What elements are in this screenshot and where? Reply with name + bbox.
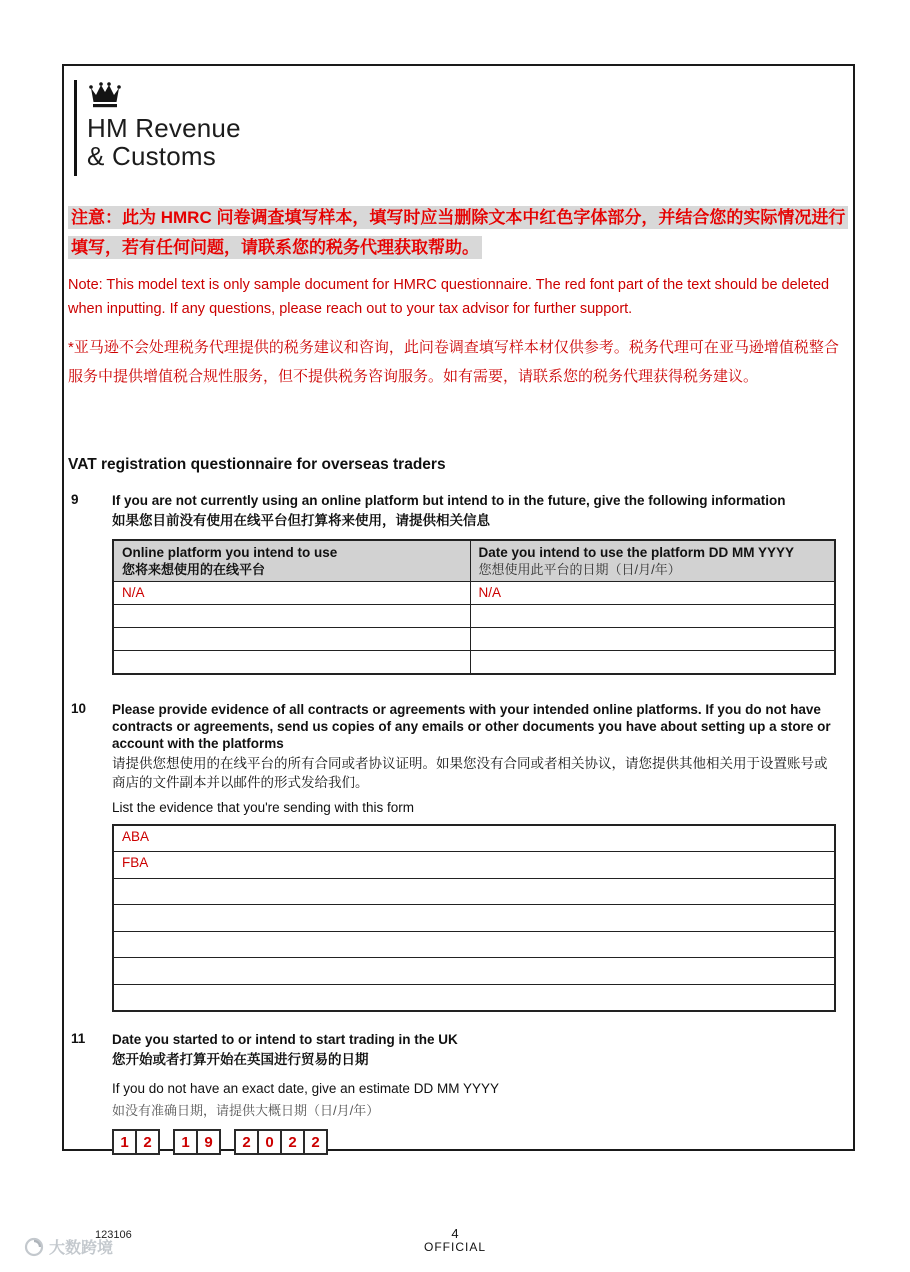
table-row (113, 651, 835, 674)
note-english: Note: This model text is only sample document for HMRC questionnaire. The red font part of the text should be deleted when inputting. If any questions, please reach out to your tax advisor for further support. (68, 277, 830, 317)
table-row (113, 852, 835, 879)
evidence-list-label: List the evidence that you're sending with this form (112, 800, 414, 815)
question-10-text-en: Please provide evidence of all contracts or agreements with your intended online platforms. If you do not have contracts or agreements, send us copies of any emails or other documents you have about setting up a store or account with the platforms (112, 702, 831, 751)
day-group (112, 1129, 160, 1155)
watermark (24, 1235, 113, 1258)
year-group (234, 1129, 328, 1155)
date-cell[interactable]: N/A (470, 582, 835, 605)
year-digit-2[interactable]: 0 (257, 1129, 282, 1155)
evidence-cell[interactable] (113, 905, 835, 932)
logo-line-2: & Customs (87, 141, 216, 171)
estimate-hint-en: If you do not have an exact date, give an estimate DD MM YYYY (112, 1081, 499, 1096)
question-10 (112, 701, 838, 1012)
q9-col1-header-cn: 您将来想使用的在线平台 (122, 562, 266, 577)
platform-cell[interactable] (113, 605, 470, 628)
page-number: 4 (451, 1226, 459, 1241)
logo-line-1: HM Revenue (87, 113, 241, 143)
question-11-text-cn: 您开始或者打算开始在英国进行贸易的日期 (112, 1052, 369, 1067)
evidence-cell[interactable] (113, 931, 835, 958)
document-number: 123106 (95, 1229, 132, 1241)
evidence-cell[interactable] (113, 958, 835, 985)
watermark-text: 大数跨境 (49, 1240, 114, 1257)
table-row (113, 825, 835, 852)
table-row (113, 984, 835, 1011)
month-digit-2[interactable]: 9 (196, 1129, 221, 1155)
q9-platform-table (112, 539, 836, 675)
platform-cell[interactable]: N/A (113, 582, 470, 605)
note-amazon-disclaimer: *亚马逊不会处理税务代理提供的税务建议和咨询，此问卷调查填写样本材仅供参考。税务代理可在亚马逊增值税整合服务中提供增值税合规性服务，但不提供税务咨询服务。如有需要，请联系您的税务代理获得税务建议。 (68, 339, 839, 385)
table-row (113, 628, 835, 651)
q10-evidence-table (112, 824, 836, 1012)
notice-chinese-text: 注意：此为 HMRC 问卷调查填写样本，填写时应当删除文本中红色字体部分，并结合您的实际情况进行填写，若有任何问题，请联系您的税务代理获取帮助。 (68, 206, 848, 259)
estimate-hint-cn: 如没有准确日期，请提供大概日期（日/月/年） (112, 1103, 380, 1118)
watermark-logo-icon (24, 1237, 44, 1257)
table-row (113, 905, 835, 932)
date-cell[interactable] (470, 605, 835, 628)
question-9-number: 9 (71, 492, 79, 507)
evidence-cell[interactable]: FBA (113, 852, 835, 879)
question-11-number: 11 (71, 1031, 86, 1046)
question-9 (112, 492, 838, 675)
question-9-text-en: If you are not currently using an online platform but intend to in the future, give the following information (112, 493, 786, 508)
question-10-text-cn: 请提供您想使用的在线平台的所有合同或者协议证明。如果您没有合同或者相关协议，请您提供其他相关用于设置账号或商店的文件副本并以邮件的形式发给我们。 (112, 756, 828, 790)
crown-icon (87, 80, 123, 110)
question-11-text-en: Date you started to or intend to start trading in the UK (112, 1032, 458, 1047)
notice-chinese-highlighted (68, 203, 852, 263)
q9-col2-header-en: Date you intend to use the platform DD MM YYYY (478, 545, 795, 560)
evidence-cell[interactable] (113, 878, 835, 905)
page-title: VAT registration questionnaire for overseas traders (68, 456, 446, 473)
month-group (173, 1129, 221, 1155)
day-digit-1[interactable]: 1 (112, 1129, 137, 1155)
evidence-cell[interactable] (113, 984, 835, 1011)
evidence-cell[interactable]: ABA (113, 825, 835, 852)
date-cell[interactable] (470, 651, 835, 674)
hmrc-logo (74, 80, 241, 176)
table-row (113, 605, 835, 628)
platform-cell[interactable] (113, 651, 470, 674)
question-11 (112, 1031, 838, 1155)
year-digit-4[interactable]: 2 (303, 1129, 328, 1155)
month-digit-1[interactable]: 1 (173, 1129, 198, 1155)
table-row (113, 958, 835, 985)
year-digit-1[interactable]: 2 (234, 1129, 259, 1155)
question-9-text-cn: 如果您目前没有使用在线平台但打算将来使用，请提供相关信息 (112, 513, 490, 528)
table-row (113, 931, 835, 958)
table-header-row (113, 540, 835, 582)
q9-col1-header-en: Online platform you intend to use (122, 545, 338, 560)
trading-start-date-field (112, 1129, 838, 1155)
platform-cell[interactable] (113, 628, 470, 651)
table-row (113, 878, 835, 905)
question-10-number: 10 (71, 701, 87, 716)
date-cell[interactable] (470, 628, 835, 651)
q9-col2-header-cn: 您想使用此平台的日期（日/月/年） (478, 562, 681, 577)
q9-col2-header (470, 540, 835, 582)
q9-col1-header (113, 540, 470, 582)
table-row (113, 582, 835, 605)
day-digit-2[interactable]: 2 (135, 1129, 160, 1155)
classification-marking: OFFICIAL (423, 1240, 486, 1254)
year-digit-3[interactable]: 2 (280, 1129, 305, 1155)
